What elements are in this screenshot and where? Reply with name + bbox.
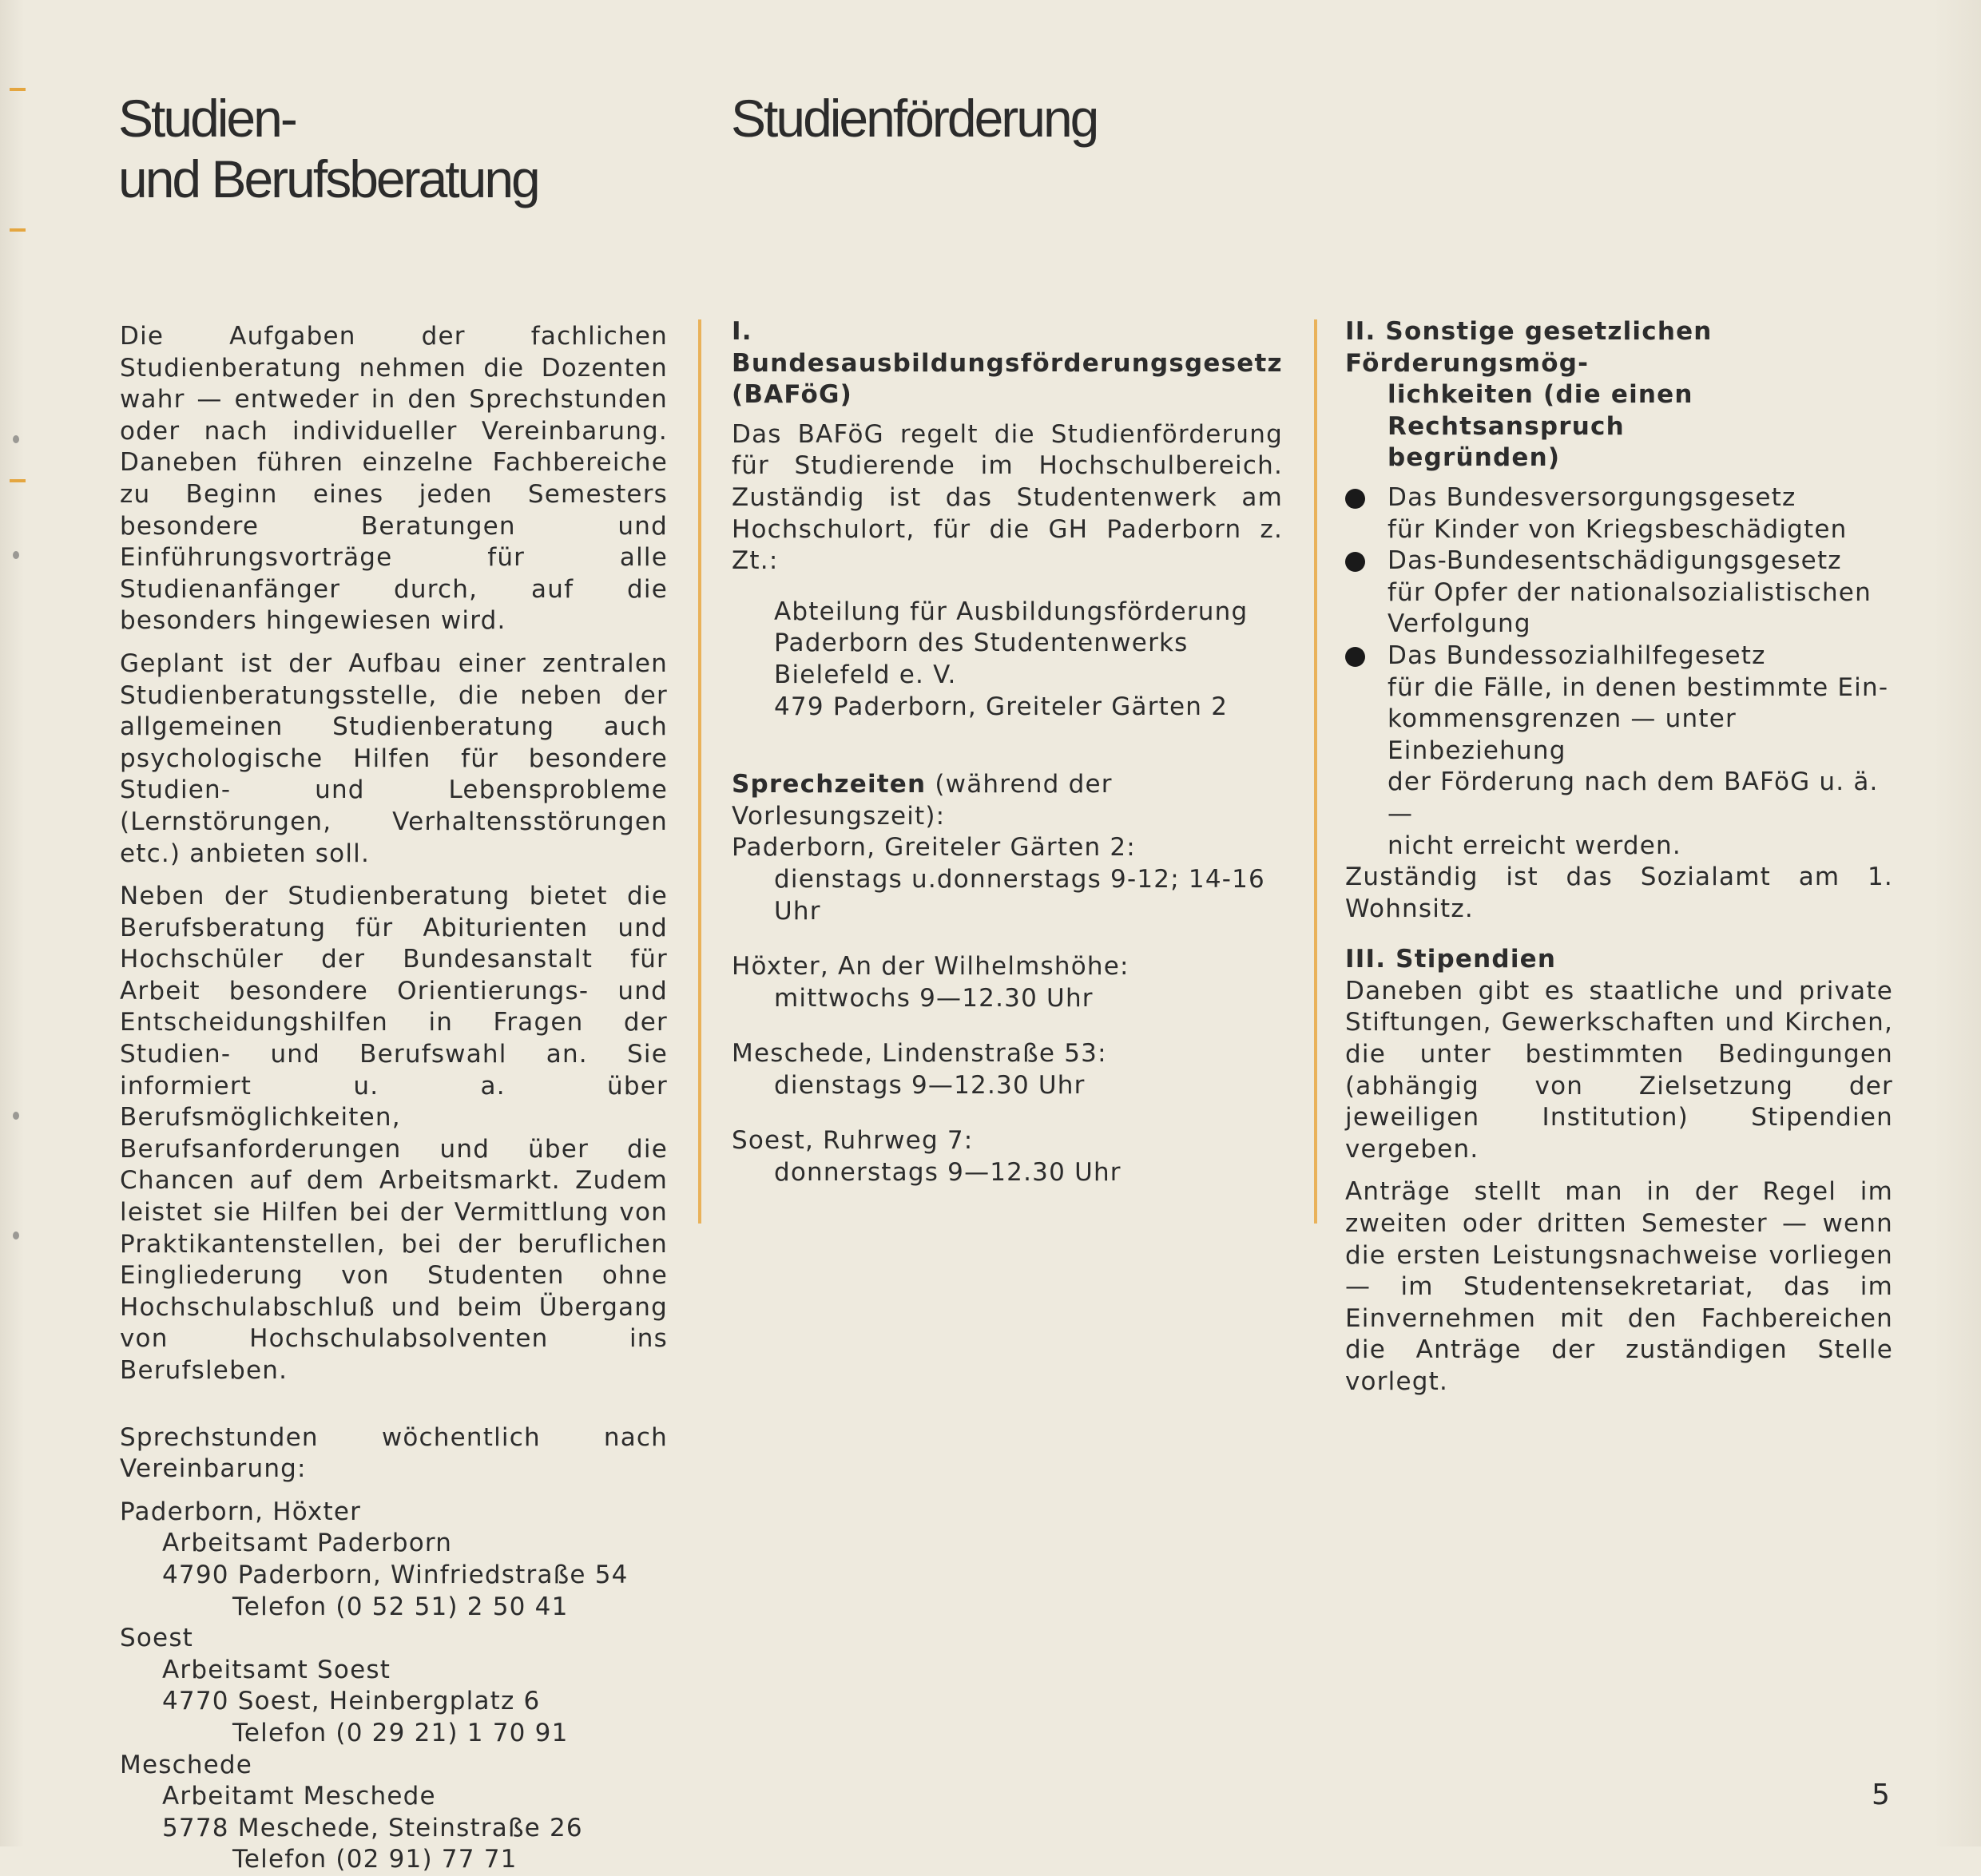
section-title-sonstige: II. Sonstige gesetzlichen Förderungsmög- lichkeiten (die einen Rechtsanspruch begründen) xyxy=(1345,317,1713,473)
office-name: Arbeitsamt Paderborn xyxy=(162,1529,453,1558)
heading-studienfoerderung: Studienförderung xyxy=(731,89,1098,148)
column-divider xyxy=(1314,319,1317,1224)
paragraph: Daneben gibt es staatliche und private Stiftungen, Gewerkschaften und Kirchen, die unter bestimmten Bedingungen (abhängig von Zielsetzung der jeweiligen Institution) Stipendien vergeben. xyxy=(1345,976,1893,1164)
binding-hole xyxy=(13,1231,19,1239)
responsibility-note: Zuständig ist das Sozialamt am 1. Wohnsitz. xyxy=(1345,863,1893,923)
office-phone: Telefon (02 91) 77 71 xyxy=(232,1845,518,1874)
office-hours-heading: Sprechzeiten (während der Vorlesungszeit): xyxy=(732,770,1113,831)
section-title-bafoeg-abbr: (BAFöG) xyxy=(732,380,853,410)
column-bafoeg xyxy=(732,316,1283,1189)
paragraph: Geplant ist der Aufbau einer zentralen Studienberatungsstelle, die neben der allgemeinen Studienberatung auch psychologische Hilfen für besondere Studien- und Lebensprobleme (Lernstörungen, Verhaltensstörungen etc.) anbieten soll. xyxy=(120,648,668,868)
list-item: Das Bundesversorgungsgesetz für Kinder von Kriegsbeschädigten xyxy=(1345,482,1893,545)
office-address: 4770 Soest, Heinbergplatz 6 xyxy=(162,1687,541,1716)
column-sonstige-foerderung xyxy=(1345,316,1893,1410)
office-address: 4790 Paderborn, Winfriedstraße 54 xyxy=(162,1560,629,1589)
paragraph: Neben der Studienberatung bietet die Berufsberatung für Abiturienten und Hochschüler der Bundesanstalt für Arbeit besondere Orientierungs- und Entscheidungshilfen in Fragen der Studien- und Berufswahl an. Sie informiert u. a. über Berufsmöglichkeiten, Berufsanforderungen und über die Chancen auf dem Arbeitsmarkt. Zudem leistet sie Hilfen bei der Vermittlung von Praktikantenstellen, bei der beruflichen Eingliederung von Studenten ohne Hochschulabschluß und beim Übergang von Hochschulabsolventen ins Berufsleben. xyxy=(120,882,668,1385)
office-hours-entry: Höxter, An der Wilhelmshöhe: mittwochs 9—12.30 Uhr xyxy=(732,952,1129,1013)
office-place: Meschede xyxy=(120,1750,253,1779)
bullet-icon xyxy=(1345,552,1365,572)
office-entry xyxy=(120,1497,668,1623)
binding-mark xyxy=(10,228,26,232)
paragraph: Anträge stellt man in der Regel im zweiten oder dritten Semester — wenn die ersten Leistungsnachweise vorliegen — im Studentensekretariat, das im Einvernehmen mit den Fachbereichen die Anträge der zuständigen Stelle vorlegt. xyxy=(1345,1177,1893,1396)
column-divider xyxy=(698,319,701,1224)
list-item: Das Bundessozialhilfegesetz für die Fälle, in denen bestimmte Ein- kommensgrenzen — unter Einbeziehung der Förderung nach dem BAFöG u. ä. — nicht erreicht werden. xyxy=(1345,641,1893,862)
office-hours-entry: Meschede, Lindenstraße 53: dienstags 9—12.30 Uhr xyxy=(732,1039,1107,1100)
office-address: 5778 Meschede, Steinstraße 26 xyxy=(162,1813,583,1842)
office-intro: Sprechstunden wöchentlich nach Vereinbarung: xyxy=(120,1422,668,1484)
office-hours-entry: Paderborn, Greiteler Gärten 2: dienstags u.donnerstags 9-12; 14-16 Uhr xyxy=(732,833,1265,926)
binding-hole xyxy=(13,1112,19,1120)
office-place: Soest xyxy=(120,1624,194,1653)
office-entry xyxy=(120,1623,668,1749)
binding-hole xyxy=(13,551,19,559)
binding-mark xyxy=(10,88,26,91)
studentenwerk-address: Abteilung für Ausbildungsförderung Paderborn des Studentenwerks Bielefeld e. V. 479 Paderborn, Greiteler Gärten 2 xyxy=(774,597,1249,721)
page-number: 5 xyxy=(1872,1779,1890,1811)
office-entry xyxy=(120,1750,668,1876)
list-item: Das-Bundesentschädigungsgesetz für Opfer der nationalsozialistischen Verfolgung xyxy=(1345,545,1893,641)
office-place: Paderborn, Höxter xyxy=(120,1497,362,1526)
heading-studien-berufsberatung: Studien- und Berufsberatung xyxy=(118,89,538,208)
bullet-icon xyxy=(1345,647,1365,667)
column-berufsberatung xyxy=(120,321,668,1876)
office-name: Arbeitsamt Soest xyxy=(162,1655,391,1684)
bafoeg-intro: Das BAFöG regelt die Studienförderung für Studierende im Hochschulbereich. Zuständig ist das Studentenwerk am Hochschulort, für die GH Paderborn z. Zt.: xyxy=(732,419,1283,576)
section-title-bafoeg: I. Bundesausbildungsförderungsgesetz xyxy=(732,317,1283,378)
binding-mark xyxy=(10,479,26,482)
office-phone: Telefon (0 52 51) 2 50 41 xyxy=(232,1592,569,1621)
bullet-icon xyxy=(1345,489,1365,509)
binding-hole xyxy=(13,435,19,443)
paragraph: Die Aufgaben der fachlichen Studienberatung nehmen die Dozenten wahr — entweder in den Sprechstunden oder nach individueller Vereinbarung. Daneben führen einzelne Fachbereiche zu Beginn eines jeden Semesters besondere Beratungen und Einführungsvorträge für alle Studienanfänger durch, auf die besonders hingewiesen wird. xyxy=(120,322,668,636)
office-phone: Telefon (0 29 21) 1 70 91 xyxy=(232,1718,569,1747)
office-name: Arbeitamt Meschede xyxy=(162,1782,436,1811)
office-hours-entry: Soest, Ruhrweg 7: donnerstags 9—12.30 Uhr xyxy=(732,1126,1122,1188)
section-title-stipendien: III. Stipendien xyxy=(1345,945,1557,974)
